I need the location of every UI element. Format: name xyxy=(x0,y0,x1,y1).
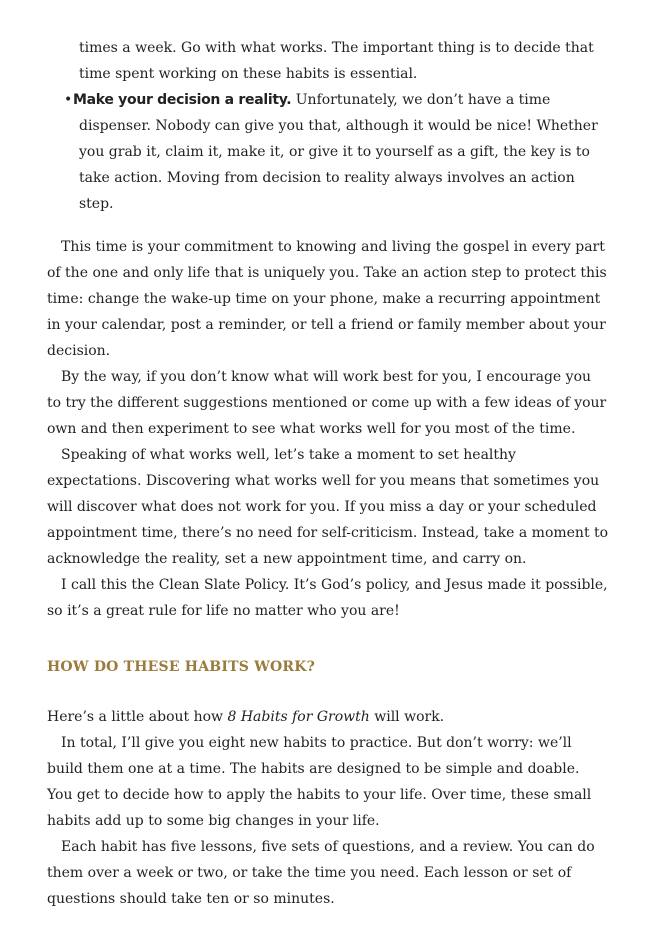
bullet-marker: • xyxy=(64,92,73,108)
paragraph: By the way, if you don’t know what will work best for you, I encourage you to try the different suggestions mentioned or come up with a few ideas of your own and then experiment to see what works well for you most of the time. xyxy=(47,369,607,437)
intro-text-before: Here’s a little about how xyxy=(47,709,228,725)
intro-paragraph xyxy=(47,704,609,730)
paragraph: Speaking of what works well, let’s take a moment to set healthy expectations. Discovering what works well for you means that sometimes you will discover what does not work for you. If you miss a day or your scheduled appointment time, there’s no need for self-criticism. Instead, take a moment to acknowledge the reality, set a new appointment time, and carry on. xyxy=(47,447,609,567)
paragraph: I call this the Clean Slate Policy. It’s God’s policy, and Jesus made it possible, so it’s a great rule for life no matter who you are! xyxy=(47,577,608,619)
paragraph: In total, I’ll give you eight new habits to practice. But don’t worry: we’ll build them one at a time. The habits are designed to be simple and doable. You get to decide how to apply the habits to your life. Over time, these small habits add up to some big changes in your life. xyxy=(47,735,592,829)
paragraph: This time is your commitment to knowing and living the gospel in every part of the one and only life that is uniquely you. Take an action step to protect this time: change the wake-up time on your phone, make a recurring appointment in your calendar, post a reminder, or tell a friend or family member about your decision. xyxy=(47,239,607,359)
spacer xyxy=(47,678,609,704)
list-item xyxy=(47,87,609,217)
page-body xyxy=(47,35,609,912)
spacer xyxy=(47,217,609,234)
paragraph: Each habit has five lessons, five sets of questions, and a review. You can do them over a week or two, or take the time you need. Each lesson or set of questions should take ten or so minutes. xyxy=(47,839,595,907)
list-item-continuation: times a week. Go with what works. The important thing is to decide that time spent working on these habits is essential. xyxy=(79,40,594,82)
list-item-lead: Make your decision a reality. xyxy=(73,92,292,108)
list-item-text: Unfortunately, we don’t have a time dispenser. Nobody can give you that, although it would be nice! Whether you grab it, claim it, make it, or give it to yourself as a gift, the key is to take action. Moving from decision to reality always involves an action step. xyxy=(79,92,598,212)
section-heading: HOW DO THESE HABITS WORK? xyxy=(47,659,315,675)
intro-text-after: will work. xyxy=(369,709,445,725)
book-title: 8 Habits for Growth xyxy=(227,709,370,725)
spacer xyxy=(47,624,609,656)
